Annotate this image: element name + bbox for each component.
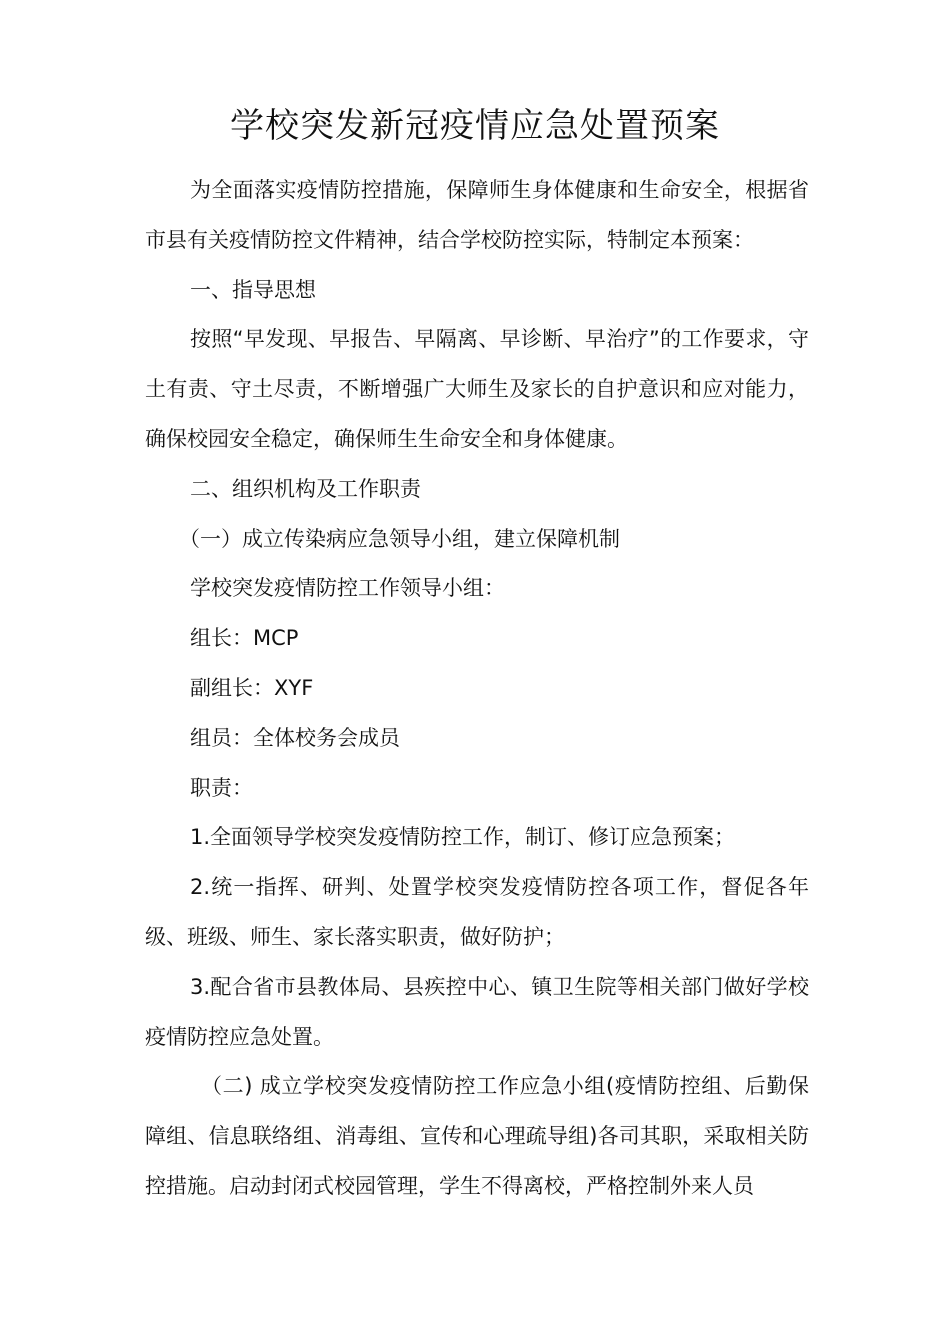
subheading-leadership-group: （一）成立传染病应急领导小组，建立保障机制 <box>179 526 620 551</box>
heading-guiding-ideology: 一、指导思想 <box>190 277 316 302</box>
document-body <box>145 166 809 1212</box>
paragraph-emergency-group: （二) 成立学校突发疫情防控工作应急小组(疫情防控组、后勤保障组、信息联络组、消毒组、宣传和心理疏导组)各司其职，采取相关防控措施。启动封闭式校园管理，学生不得离校，严格控制外来人员 <box>145 1074 809 1198</box>
heading-organization: 二、组织机构及工作职责 <box>190 476 421 501</box>
paragraph-duty-2: 2.统一指挥、研判、处置学校突发疫情防控各项工作，督促各年级、班级、师生、家长落实职责，做好防护； <box>145 875 809 949</box>
paragraph-deputy-leader: 副组长：XYF <box>190 675 314 700</box>
paragraph-members: 组员：全体校务会成员 <box>190 725 400 750</box>
paragraph-duties-label: 职责： <box>190 775 253 800</box>
paragraph-guiding-ideology: 按照“早发现、早报告、早隔离、早诊断、早治疗”的工作要求，守土有责、守土尽责，不断增强广大师生及家长的自护意识和应对能力，确保校园安全稳定，确保师生生命安全和身体健康。 <box>145 327 809 451</box>
paragraph-leadership-group: 学校突发疫情防控工作领导小组： <box>190 576 505 601</box>
paragraph-group-leader: 组长：MCP <box>190 626 299 651</box>
document-title: 学校突发新冠疫情应急处置预案 <box>230 106 720 146</box>
paragraph-intro: 为全面落实疫情防控措施，保障师生身体健康和生命安全，根据省市县有关疫情防控文件精神，结合学校防控实际，特制定本预案： <box>145 178 809 252</box>
paragraph-duty-1: 1.全面领导学校突发疫情防控工作，制订、修订应急预案； <box>190 825 736 850</box>
paragraph-duty-3: 3.配合省市县教体局、县疾控中心、镇卫生院等相关部门做好学校疫情防控应急处置。 <box>145 974 809 1049</box>
